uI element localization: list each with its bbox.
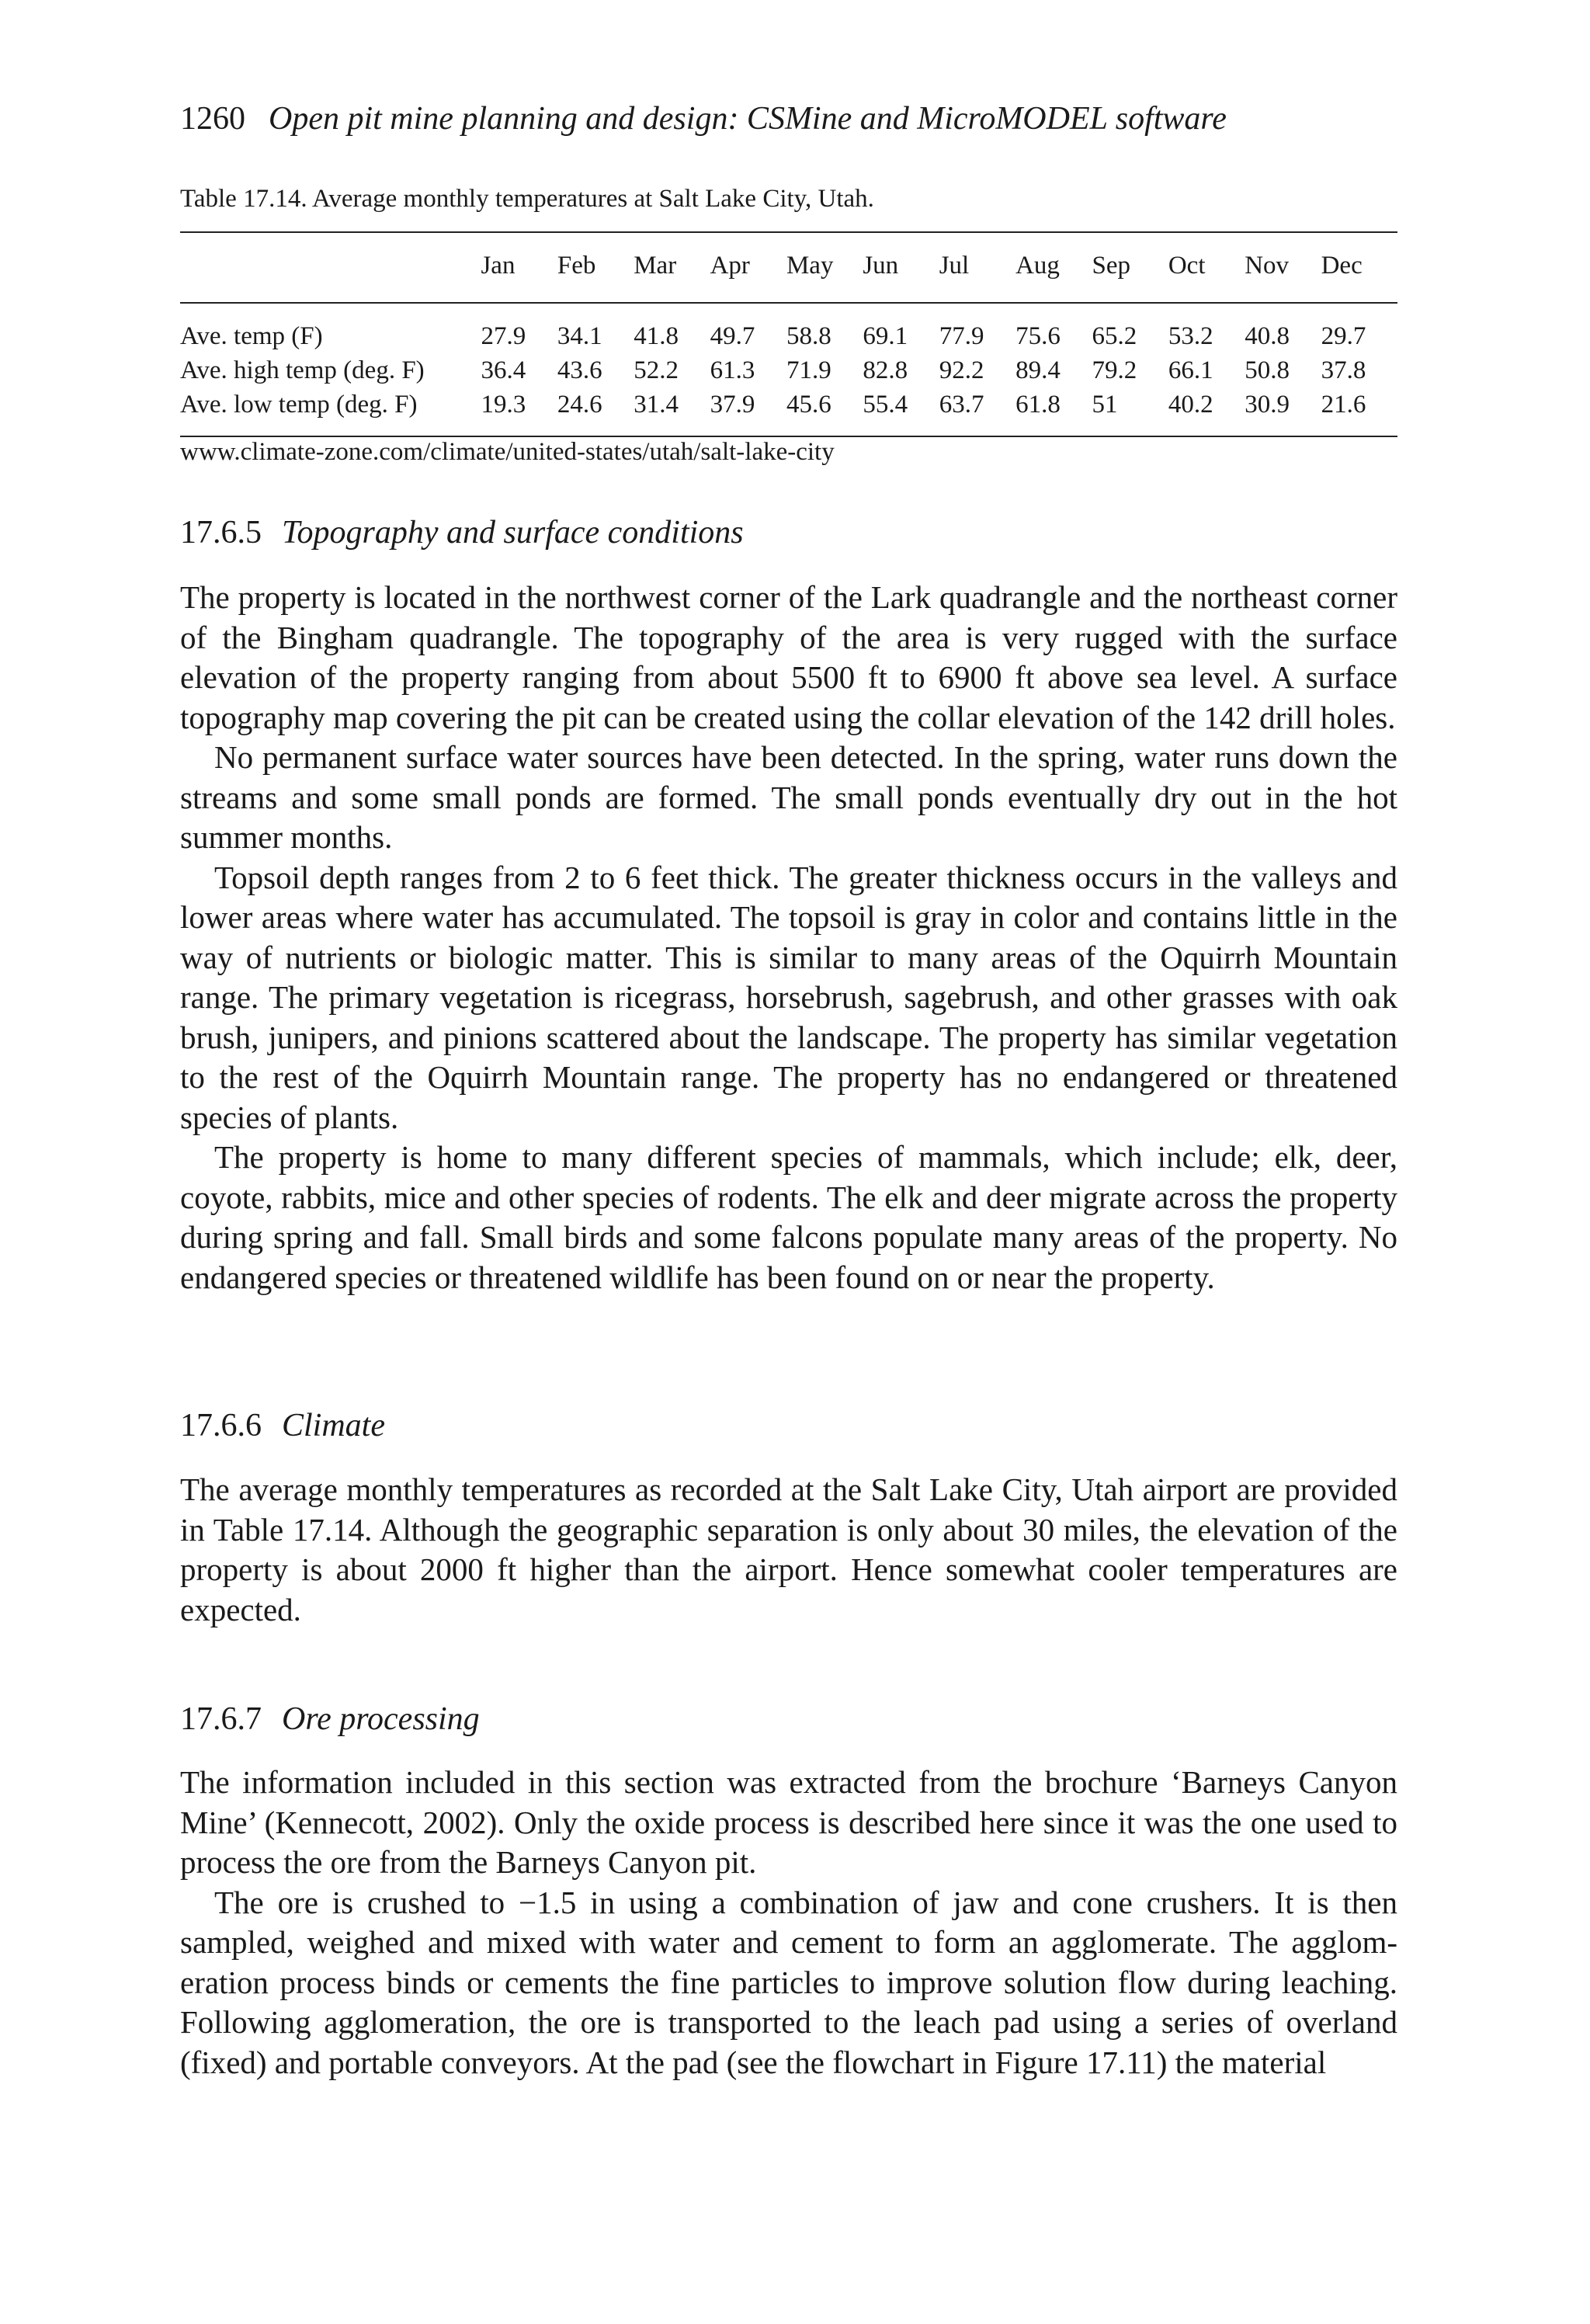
- section-body-ore-processing: [180, 1763, 1397, 2083]
- month-header: Oct: [1168, 232, 1245, 303]
- section-number: 17.6.6: [180, 1408, 262, 1443]
- table-cell: 45.6: [786, 387, 863, 436]
- table-source: www.climate-zone.com/climate/united-states/utah/salt-lake-city: [180, 438, 835, 466]
- month-header: Mar: [634, 232, 710, 303]
- table-cell: 30.9: [1245, 387, 1321, 436]
- table-cell: 92.2: [939, 356, 984, 384]
- page-number: 1260: [180, 101, 245, 137]
- table-cell: 52.2: [634, 356, 679, 384]
- section-body-climate: [180, 1470, 1397, 1630]
- paragraph: The property is located in the northwest corner of the Lark quadrangle and the northeast corner of the Bingham quadrangle. The topography of the area is very rugged with the surface elevation of the property ranging from about 5500 ft to 6900 ft above sea level. A surface topography map covering the pit can be created using the collar elevation of the 142 drill holes.: [180, 579, 1397, 735]
- paragraph: No permanent surface water sources have been detected. In the spring, water runs down the streams and some small ponds are formed. The small ponds eventually dry out in the hot summer months.: [180, 739, 1397, 855]
- table-cell: 43.6: [557, 356, 602, 384]
- section-heading-ore-processing: [180, 1703, 480, 1735]
- table-cell: 61.3: [710, 356, 755, 384]
- section-title: Climate: [282, 1408, 385, 1443]
- section-number: 17.6.7: [180, 1701, 262, 1737]
- month-header: Jan: [481, 232, 557, 303]
- table-cell: 89.4: [1015, 356, 1061, 384]
- table-cell: 66.1: [1168, 356, 1213, 384]
- month-header: Sep: [1092, 232, 1168, 303]
- table-cell: 27.9: [481, 321, 526, 350]
- month-header: Dec: [1321, 232, 1397, 303]
- paragraph: The average monthly temperatures as recorded at the Salt Lake City, Utah airport are provided in Table 17.14. Although the geographic separation is only about 30 miles, the elevation of the property is about 2000 ft higher than the airport. Hence somewhat cooler temperatures are expected.: [180, 1471, 1397, 1627]
- table-cell: 51: [1092, 387, 1168, 436]
- paragraph: Topsoil depth ranges from 2 to 6 feet thick. The greater thickness occurs in the valleys and lower areas where water has accumulated. The topsoil is gray in color and contains little in the way of nutrients or biologic matter. This is similar to many areas of the Oquirrh Mountain range. The primary vegetation is ricegrass, horsebrush, sagebrush, and other grasses with oak brush, junipers, and pinions scattered about the landscape. The property has similar vegetation to the rest of the Oquirrh Mountain range. The property has no endangered or threatened species of plants.: [180, 859, 1397, 1135]
- header-blank-cell: [180, 232, 481, 303]
- temperature-table-wrap: [180, 231, 1397, 437]
- month-header: Feb: [557, 232, 634, 303]
- row-label: Ave. temp (F): [180, 321, 323, 350]
- table-cell: 36.4: [481, 356, 526, 384]
- table-cell: 71.9: [786, 356, 831, 384]
- table-row: [180, 353, 1397, 387]
- table-header-row: [180, 232, 1397, 303]
- table-cell: 49.7: [710, 321, 755, 350]
- table-cell: 75.6: [1015, 321, 1061, 350]
- table-cell: 19.3: [481, 387, 557, 436]
- table-row: [180, 387, 1397, 436]
- section-body-topography: [180, 578, 1397, 1297]
- paragraph: The property is home to many different species of mammals, which include; elk, deer, coyote, rabbits, mice and other species of rodents. The elk and deer migrate across the property during spring and fall. Small birds and some falcons populate many areas of the property. No endangered species or threatened wildlife has been found on or near the property.: [180, 1139, 1397, 1295]
- table-cell: 65.2: [1092, 321, 1137, 350]
- table-cell: 53.2: [1168, 321, 1213, 350]
- table-cell: 82.8: [863, 356, 908, 384]
- table-cell: 21.6: [1321, 387, 1397, 436]
- table-cell: 40.8: [1245, 321, 1290, 350]
- table-cell: 41.8: [634, 321, 679, 350]
- section-number: 17.6.5: [180, 515, 262, 551]
- month-header: Nov: [1245, 232, 1321, 303]
- paragraph: The information included in this section was extracted from the brochure ‘Barneys Canyon Mine’ (Kennecott, 2002). Only the oxide process is described here since it was the one used to process the ore from the Barneys Canyon pit.: [180, 1764, 1397, 1880]
- month-header: Aug: [1015, 232, 1092, 303]
- section-heading-climate: [180, 1409, 385, 1442]
- month-header: Jul: [939, 232, 1015, 303]
- table-row: [180, 303, 1397, 353]
- table-cell: 24.6: [557, 387, 634, 436]
- section-title: Topography and surface conditions: [282, 515, 744, 551]
- table-cell: 37.8: [1321, 356, 1366, 384]
- month-header: May: [786, 232, 863, 303]
- table-caption: Table 17.14. Average monthly temperatures at Salt Lake City, Utah.: [180, 185, 874, 213]
- table-cell: 77.9: [939, 321, 984, 350]
- temperature-table: [180, 231, 1397, 437]
- row-label: Ave. high temp (deg. F): [180, 356, 425, 384]
- table-cell: 79.2: [1092, 356, 1137, 384]
- book-title: Open pit mine planning and design: CSMine and MicroMODEL software: [269, 101, 1227, 137]
- month-header: Apr: [710, 232, 786, 303]
- table-cell: 63.7: [939, 387, 1015, 436]
- table-cell: 34.1: [557, 321, 602, 350]
- month-header: Jun: [863, 232, 939, 303]
- table-cell: 61.8: [1015, 387, 1092, 436]
- section-heading-topography: [180, 516, 744, 549]
- row-label: Ave. low temp (deg. F): [180, 387, 481, 436]
- paragraph: The ore is crushed to −1.5 in using a combination of jaw and cone crushers. It is then sampled, weighed and mixed with water and cement to form an agglomerate. The agglomeration process binds or cements the fine particles to improve solution flow during leaching. Following agglomeration, the ore is transported to the leach pad using a series of overland (fixed) and portable conveyors. At the pad (see the flowchart in Figure 17.11) the material: [180, 1884, 1397, 2080]
- table-cell: 55.4: [863, 387, 939, 436]
- table-cell: 58.8: [786, 321, 831, 350]
- table-cell: 37.9: [710, 387, 786, 436]
- table-cell: 50.8: [1245, 356, 1290, 384]
- table-cell: 29.7: [1321, 321, 1366, 350]
- table-cell: 40.2: [1168, 387, 1245, 436]
- table-cell: 69.1: [863, 321, 908, 350]
- table-cell: 31.4: [634, 387, 710, 436]
- section-title: Ore processing: [282, 1701, 480, 1737]
- running-head: [180, 102, 1227, 135]
